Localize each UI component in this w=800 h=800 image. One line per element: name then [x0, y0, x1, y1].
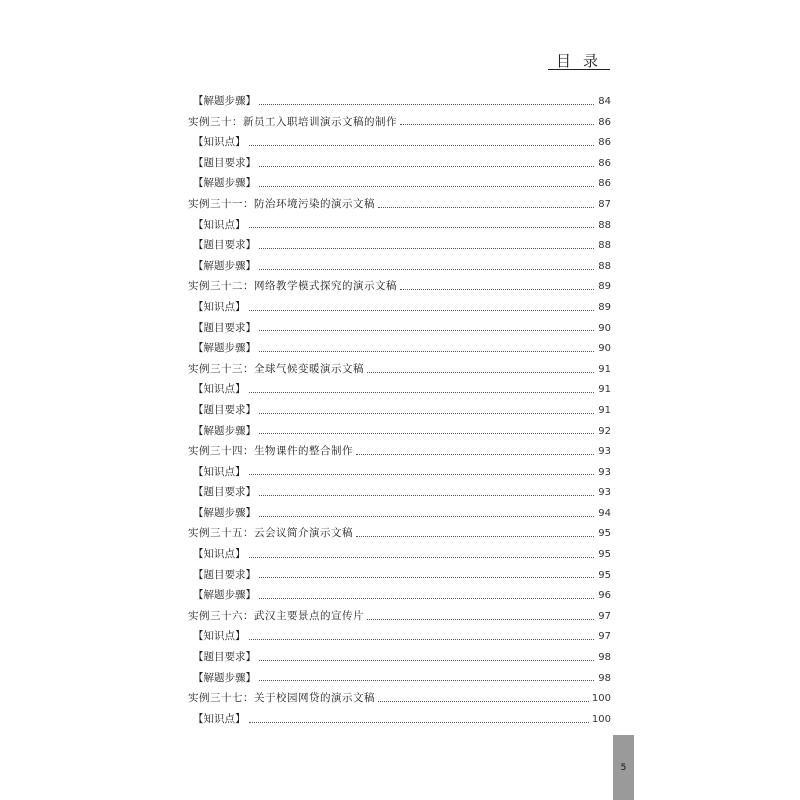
toc-entry-chapter[interactable] [188, 688, 611, 709]
toc-entry-title: 【解题步骤】 [193, 95, 256, 107]
toc-entry-page: 86 [598, 137, 611, 149]
toc-entry-sub[interactable] [188, 173, 611, 194]
toc-leader-dots [249, 639, 595, 640]
toc-entry-chapter[interactable] [188, 441, 611, 462]
toc-entry-title: 实例三十三：全球气候变暖演示文稿 [188, 362, 364, 375]
page-header-title: 目录 [548, 50, 610, 70]
toc-entry-sub[interactable] [188, 400, 611, 421]
toc-entry-sub[interactable] [188, 256, 611, 277]
toc-leader-dots [400, 124, 594, 125]
toc-entry-chapter[interactable] [188, 276, 611, 297]
page-number: 5 [620, 763, 627, 773]
toc-entry-title: 【知识点】 [193, 465, 246, 478]
toc-entry-page: 89 [598, 281, 611, 293]
toc-entry-page: 100 [591, 713, 611, 725]
toc-entry-page: 91 [598, 404, 611, 416]
toc-leader-dots [249, 474, 595, 475]
toc-entry-page: 93 [598, 466, 611, 478]
toc-leader-dots [259, 680, 594, 681]
toc-leader-dots [249, 227, 595, 228]
toc-entry-sub[interactable] [188, 91, 611, 112]
toc-entry-sub[interactable] [188, 235, 611, 256]
toc-entry-page: 98 [598, 652, 611, 664]
toc-entry-page: 98 [598, 672, 611, 684]
toc-entry-title: 【知识点】 [193, 136, 246, 149]
toc-leader-dots [356, 454, 594, 455]
toc-entry-page: 95 [598, 549, 611, 561]
toc-entry-page: 100 [591, 693, 611, 705]
toc-entry-title: 【解题步骤】 [193, 342, 256, 355]
toc-leader-dots [378, 701, 589, 702]
toc-entry-sub[interactable] [188, 297, 611, 318]
toc-entry-title: 【解题步骤】 [193, 506, 256, 519]
toc-entry-page: 86 [598, 157, 611, 169]
toc-entry-sub[interactable] [188, 668, 611, 689]
toc-entry-chapter[interactable] [188, 112, 611, 133]
toc-entry-chapter[interactable] [188, 606, 611, 627]
toc-entry-sub[interactable] [188, 585, 611, 606]
toc-entry-title: 【题目要求】 [193, 651, 256, 664]
toc-leader-dots [259, 104, 594, 105]
toc-leader-dots [259, 186, 594, 187]
toc-entry-page: 86 [598, 178, 611, 190]
toc-entry-page: 88 [598, 260, 611, 272]
toc-entry-title: 【题目要求】 [193, 321, 256, 334]
toc-leader-dots [249, 557, 595, 558]
toc-leader-dots [249, 722, 589, 723]
toc-entry-sub[interactable] [188, 565, 611, 586]
toc-entry-page: 90 [598, 322, 611, 334]
toc-entry-title: 实例三十六：武汉主要景点的宣传片 [188, 609, 364, 622]
toc-leader-dots [356, 536, 594, 537]
toc-entry-sub[interactable] [188, 462, 611, 483]
toc-entry-page: 87 [598, 198, 611, 210]
table-of-contents [188, 91, 611, 729]
toc-entry-page: 91 [598, 384, 611, 396]
toc-entry-sub[interactable] [188, 318, 611, 339]
toc-entry-page: 88 [598, 240, 611, 252]
toc-leader-dots [249, 145, 595, 146]
toc-entry-page: 95 [598, 528, 611, 540]
toc-leader-dots [259, 413, 594, 414]
toc-entry-page: 97 [598, 631, 611, 643]
toc-entry-title: 【题目要求】 [193, 568, 256, 581]
toc-entry-title: 【知识点】 [193, 548, 246, 561]
toc-entry-page: 94 [598, 507, 611, 519]
toc-leader-dots [259, 516, 594, 517]
toc-leader-dots [259, 351, 594, 352]
toc-entry-page: 89 [598, 301, 611, 313]
toc-leader-dots [367, 372, 594, 373]
toc-entry-title: 实例三十五：云会议简介演示文稿 [188, 527, 353, 540]
toc-entry-sub[interactable] [188, 647, 611, 668]
toc-entry-title: 实例三十七：关于校园网贷的演示文稿 [188, 692, 375, 705]
toc-entry-page: 95 [598, 569, 611, 581]
toc-entry-page: 90 [598, 343, 611, 355]
toc-entry-title: 实例三十四：生物课件的整合制作 [188, 445, 353, 458]
toc-entry-page: 92 [598, 425, 611, 437]
toc-entry-title: 【解题步骤】 [193, 177, 256, 190]
toc-leader-dots [259, 598, 594, 599]
toc-entry-page: 84 [598, 96, 611, 107]
toc-leader-dots [259, 269, 594, 270]
toc-entry-title: 【知识点】 [193, 300, 246, 313]
toc-entry-title: 实例三十：新员工入职培训演示文稿的制作 [188, 115, 397, 128]
toc-entry-page: 88 [598, 219, 611, 231]
toc-entry-chapter[interactable] [188, 359, 611, 380]
toc-entry-title: 【解题步骤】 [193, 589, 256, 602]
toc-entry-sub[interactable] [188, 421, 611, 442]
toc-leader-dots [259, 330, 594, 331]
toc-entry-title: 【题目要求】 [193, 403, 256, 416]
toc-entry-title: 【解题步骤】 [193, 671, 256, 684]
toc-entry-title: 【题目要求】 [193, 156, 256, 169]
toc-entry-title: 【知识点】 [193, 218, 246, 231]
toc-entry-title: 实例三十一：防治环境污染的演示文稿 [188, 197, 375, 210]
toc-entry-page: 96 [598, 590, 611, 602]
toc-entry-page: 91 [598, 363, 611, 375]
toc-entry-title: 【知识点】 [193, 712, 246, 725]
toc-leader-dots [378, 207, 594, 208]
toc-entry-title: 【解题步骤】 [193, 424, 256, 437]
toc-entry-page: 86 [598, 116, 611, 128]
toc-leader-dots [259, 248, 594, 249]
toc-leader-dots [367, 619, 594, 620]
toc-leader-dots [249, 310, 595, 311]
toc-leader-dots [259, 577, 594, 578]
toc-leader-dots [259, 433, 594, 434]
toc-entry-title: 【解题步骤】 [193, 259, 256, 272]
toc-entry-sub[interactable] [188, 132, 611, 153]
toc-leader-dots [259, 660, 594, 661]
toc-entry-page: 93 [598, 487, 611, 499]
toc-entry-page: 97 [598, 610, 611, 622]
toc-leader-dots [400, 289, 594, 290]
toc-entry-sub[interactable] [188, 544, 611, 565]
toc-entry-page: 93 [598, 446, 611, 458]
toc-entry-title: 【知识点】 [193, 383, 246, 396]
toc-entry-title: 【题目要求】 [193, 239, 256, 252]
toc-entry-sub[interactable] [188, 709, 611, 730]
toc-entry-sub[interactable] [188, 215, 611, 236]
toc-entry-title: 【题目要求】 [193, 486, 256, 499]
toc-leader-dots [259, 495, 594, 496]
toc-leader-dots [249, 392, 595, 393]
toc-entry-title: 实例三十二：网络教学模式探究的演示文稿 [188, 280, 397, 293]
toc-entry-sub[interactable] [188, 338, 611, 359]
toc-entry-sub[interactable] [188, 153, 611, 174]
toc-entry-sub[interactable] [188, 626, 611, 647]
toc-entry-title: 【知识点】 [193, 630, 246, 643]
toc-entry-chapter[interactable] [188, 523, 611, 544]
toc-entry-sub[interactable] [188, 482, 611, 503]
toc-entry-sub[interactable] [188, 379, 611, 400]
toc-entry-sub[interactable] [188, 503, 611, 524]
toc-leader-dots [259, 166, 594, 167]
toc-entry-chapter[interactable] [188, 194, 611, 215]
